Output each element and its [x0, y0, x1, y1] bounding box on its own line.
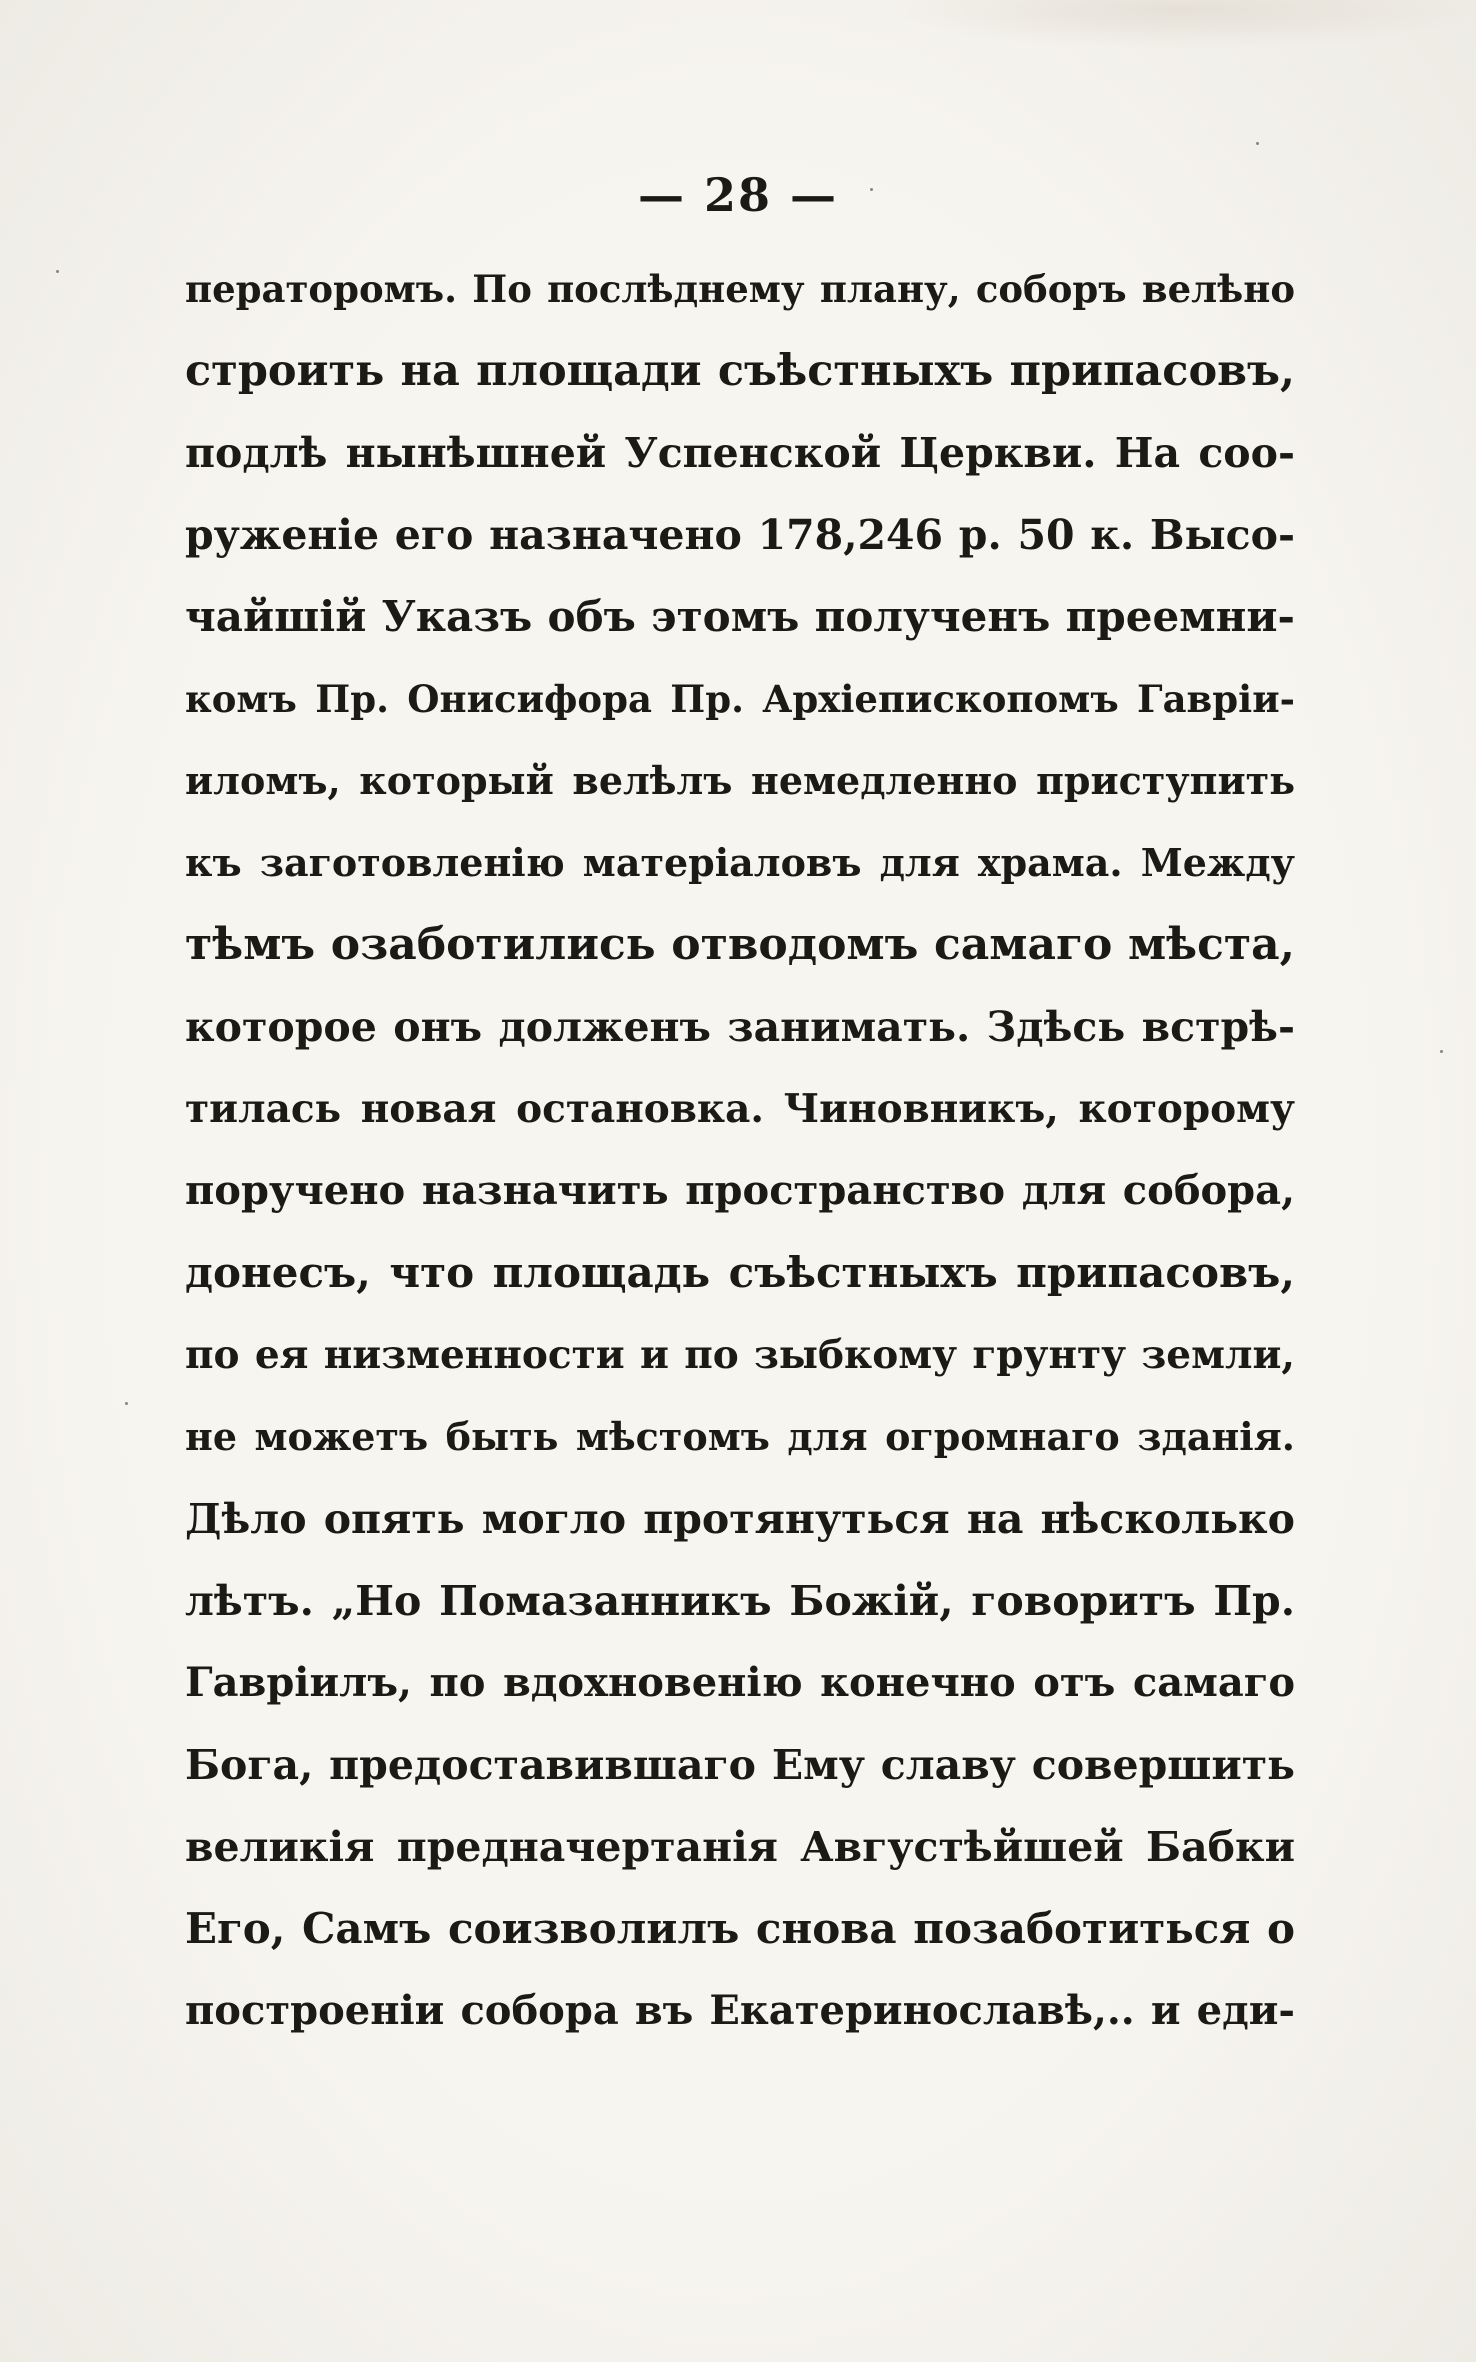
text-line: поручено назначить пространство для собора,: [185, 1167, 1295, 1214]
text-line: Дѣло опять могло протянуться на нѣсколько: [185, 1495, 1295, 1543]
text-line: къ заготовленію матеріаловъ для храма. Между: [185, 840, 1295, 885]
text-line: Гавріилъ, по вдохновенію конечно отъ самаго: [185, 1659, 1295, 1706]
paper-speck: [870, 188, 873, 191]
text-line: руженіе его назначено 178,246 р. 50 к. Высо-: [185, 511, 1295, 559]
text-line: построеніи собора въ Екатеринославѣ,.. и еди-: [185, 1987, 1295, 2034]
text-line: тилась новая остановка. Чиновникъ, которому: [185, 1086, 1295, 1132]
text-line: великія предначертанія Августѣйшей Бабки: [185, 1823, 1295, 1871]
text-line: подлѣ нынѣшней Успенской Церкви. На соо-: [185, 429, 1295, 477]
text-line: комъ Пр. Онисифора Пр. Архіепископомъ Гавріи-: [185, 677, 1295, 721]
body-text: [185, 248, 1295, 2052]
paper-stain: [880, 0, 1476, 50]
paper-speck: [1440, 1050, 1443, 1053]
paper-speck: [56, 270, 59, 273]
text-line: по ея низменности и по зыбкому грунту земли,: [185, 1332, 1295, 1378]
text-line: лѣтъ. „Но Помазанникъ Божій, говоритъ Пр.: [185, 1577, 1295, 1625]
text-line: не можетъ быть мѣстомъ для огромнаго зданія.: [185, 1414, 1295, 1459]
text-line: чайшій Указъ объ этомъ полученъ преемни-: [185, 592, 1295, 641]
text-line: Бога, предоставившаго Ему славу совершить: [185, 1741, 1295, 1789]
text-line: которое онъ долженъ занимать. Здѣсь встрѣ-: [185, 1003, 1295, 1051]
page-number: — 28 —: [637, 168, 839, 222]
text-line: тѣмъ озаботились отводомъ самаго мѣста,: [185, 919, 1295, 970]
text-line: строить на площади съѣстныхъ припасовъ,: [185, 346, 1295, 396]
text-line: иломъ, который велѣлъ немедленно приступить: [185, 758, 1295, 803]
paper-speck: [1256, 142, 1259, 145]
text-line: Его, Самъ соизволилъ снова позаботиться о: [185, 1904, 1295, 1953]
text-line: ператоромъ. По послѣднему плану, соборъ велѣно: [185, 267, 1295, 311]
paper-speck: [125, 1402, 128, 1405]
text-line: донесъ, что площадь съѣстныхъ припасовъ,: [185, 1248, 1295, 1297]
